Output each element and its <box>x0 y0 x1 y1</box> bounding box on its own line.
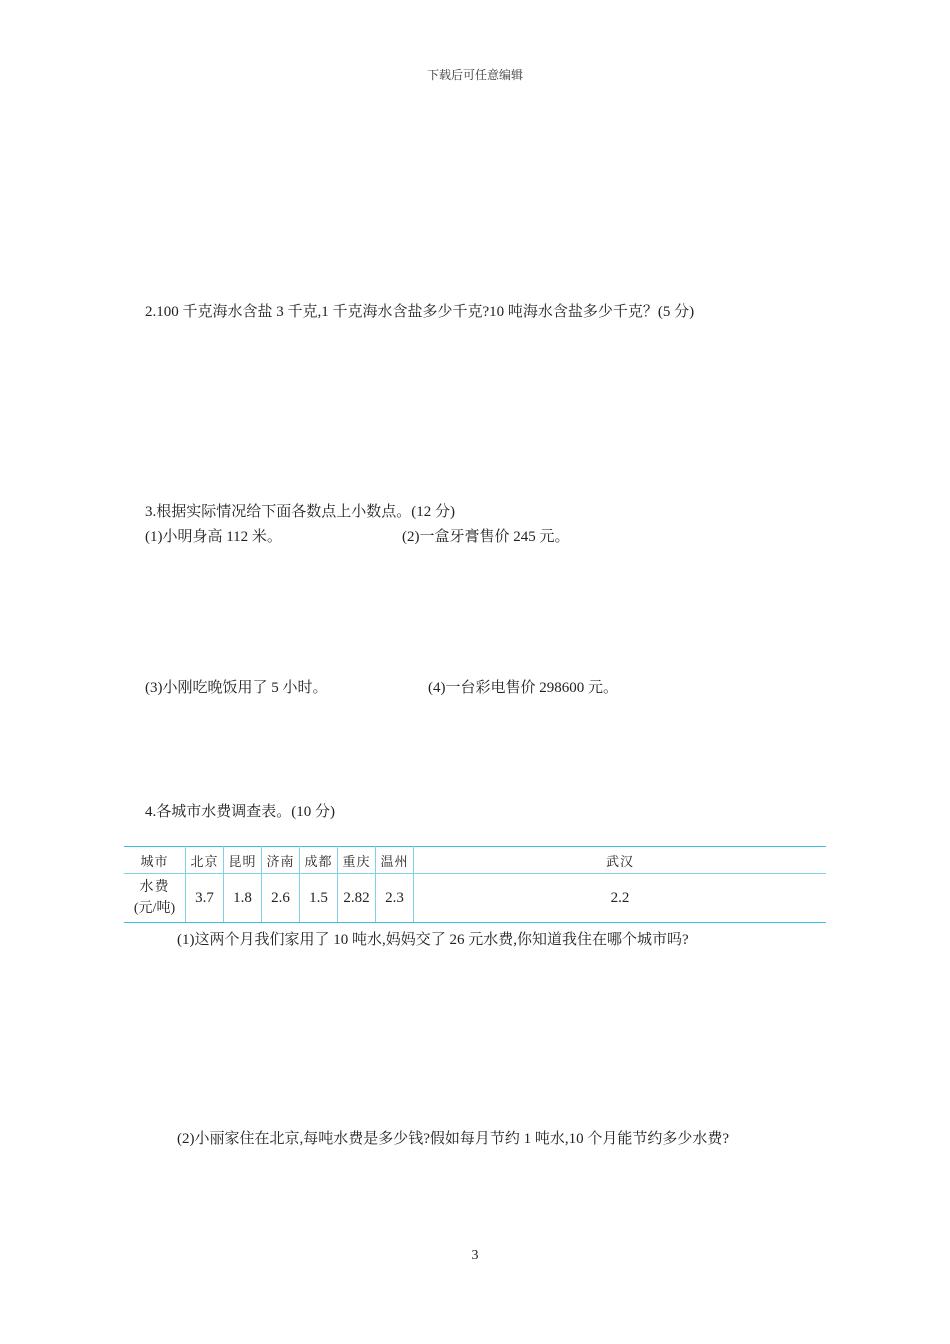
fee-cell: 1.5 <box>300 874 338 923</box>
water-fee-table <box>124 846 826 923</box>
fee-unit-label: (元/吨) <box>133 901 176 916</box>
question-4-sub-1: (1)这两个月我们家用了 10 吨水,妈妈交了 26 元水费,你知道我住在哪个城市吗? <box>177 932 689 948</box>
table-row <box>124 847 826 874</box>
city-cell: 昆明 <box>224 847 262 874</box>
city-cell: 重庆 <box>338 847 376 874</box>
question-3-part-4: (4)一台彩电售价 298600 元。 <box>428 680 618 696</box>
city-cell: 武汉 <box>414 847 827 874</box>
question-2: 2.100 千克海水含盐 3 千克,1 千克海水含盐多少千克?10 吨海水含盐多少千克？(5 分) <box>145 304 695 320</box>
fee-label: 水费 <box>139 879 170 895</box>
page-header-note: 下载后可任意编辑 <box>426 68 523 82</box>
fee-header-cell <box>124 874 186 923</box>
city-cell: 济南 <box>262 847 300 874</box>
fee-cell: 3.7 <box>186 874 224 923</box>
fee-cell: 2.6 <box>262 874 300 923</box>
fee-cell: 2.2 <box>414 874 827 923</box>
question-4-title: 4.各城市水费调查表。(10 分) <box>145 804 335 820</box>
city-cell: 温州 <box>376 847 414 874</box>
question-3-part-2: (2)一盒牙膏售价 245 元。 <box>402 529 570 545</box>
fee-cell: 2.82 <box>338 874 376 923</box>
question-3-title: 3.根据实际情况给下面各数点上小数点。(12 分) <box>145 504 455 520</box>
question-3-part-1: (1)小明身高 112 米。 <box>145 529 282 545</box>
question-3-part-3: (3)小刚吃晚饭用了 5 小时。 <box>145 680 328 696</box>
city-header-cell: 城市 <box>124 847 186 874</box>
question-4-sub-2: (2)小丽家住在北京,每吨水费是多少钱?假如每月节约 1 吨水,10 个月能节约多少水费? <box>177 1131 730 1147</box>
fee-cell: 2.3 <box>376 874 414 923</box>
city-cell: 成都 <box>300 847 338 874</box>
city-cell: 北京 <box>186 847 224 874</box>
page-number: 3 <box>471 1248 479 1263</box>
fee-cell: 1.8 <box>224 874 262 923</box>
table-row <box>124 874 826 923</box>
